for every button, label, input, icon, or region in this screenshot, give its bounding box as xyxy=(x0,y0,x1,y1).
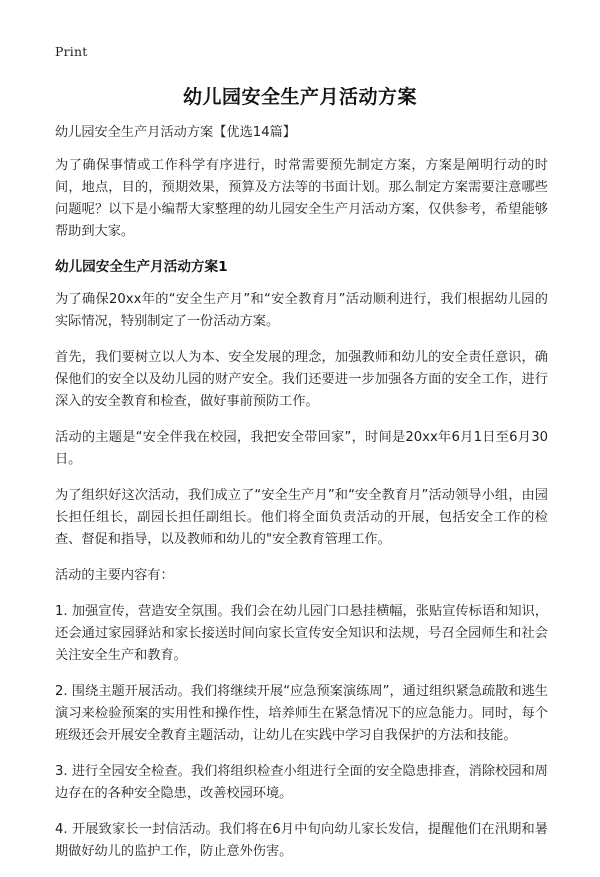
section-heading: 幼儿园安全生产月活动方案1 xyxy=(55,259,228,275)
paragraph-1: 为了确保20xx年的“安全生产月”和“安全教育月”活动顺利进行，我们根据幼儿园的实际情况，特别制定了一份活动方案。 xyxy=(55,292,548,329)
intro-paragraph: 为了确保事情或工作科学有序进行，时常需要预先制定方案，方案是阐明行动的时间，地点，目的，预期效果，预算及方法等的书面计划。那么制定方案需要注意哪些问题呢？以下是小编帮大家整理的幼儿园安全生产月活动方案，仅供参考，希望能够帮助到大家。 xyxy=(55,158,548,239)
print-link[interactable]: Print xyxy=(55,44,88,59)
paragraph-2: 首先，我们要树立以人为本、安全发展的理念，加强教师和幼儿的安全责任意识，确保他们的安全以及幼儿园的财产安全。我们还要进一步加强各方面的安全工作，进行深入的安全教育和检查，做好事前预防工作。 xyxy=(55,350,548,409)
list-item-2: 2. 围绕主题开展活动。我们将继续开展“应急预案演练周”，通过组织紧急疏散和逃生演习来检验预案的实用性和操作性，培养师生在紧急情况下的应急能力。同时，每个班级还会开展安全教育主题活动，让幼儿在实践中学习自我保护的方法和技能。 xyxy=(55,684,548,743)
paragraph-3: 活动的主题是“安全伴我在校园，我把安全带回家”，时间是20xx年6月1日至6月30日。 xyxy=(55,430,548,467)
document-body xyxy=(55,123,548,877)
list-item-1: 1. 加强宣传，营造安全氛围。我们会在幼儿园门口悬挂横幅，张贴宣传标语和知识，还会通过家园驿站和家长接送时间向家长宣传安全知识和法规，号召全园师生和社会关注安全生产和教育。 xyxy=(55,604,548,663)
paragraph-5: 活动的主要内容有： xyxy=(55,568,174,583)
document-subtitle: 幼儿园安全生产月活动方案【优选14篇】 xyxy=(55,125,296,140)
paragraph-4: 为了组织好这次活动，我们成立了“安全生产月”和“安全教育月”活动领导小组，由园长担任组长，副园长担任副组长。他们将全面负责活动的开展，包括安全工作的检查、督促和指导，以及教师和幼儿的"安全教育管理工作。 xyxy=(55,488,548,547)
list-item-3: 3. 进行全园安全检查。我们将组织检查小组进行全面的安全隐患排查，消除校园和周边存在的各种安全隐患，改善校园环境。 xyxy=(55,764,548,801)
document-title: 幼儿园安全生产月活动方案 xyxy=(182,86,417,108)
list-item-4: 4. 开展致家长一封信活动。我们将在6月中旬向幼儿家长发信，提醒他们在汛期和暑期做好幼儿的监护工作，防止意外伤害。 xyxy=(55,822,548,859)
